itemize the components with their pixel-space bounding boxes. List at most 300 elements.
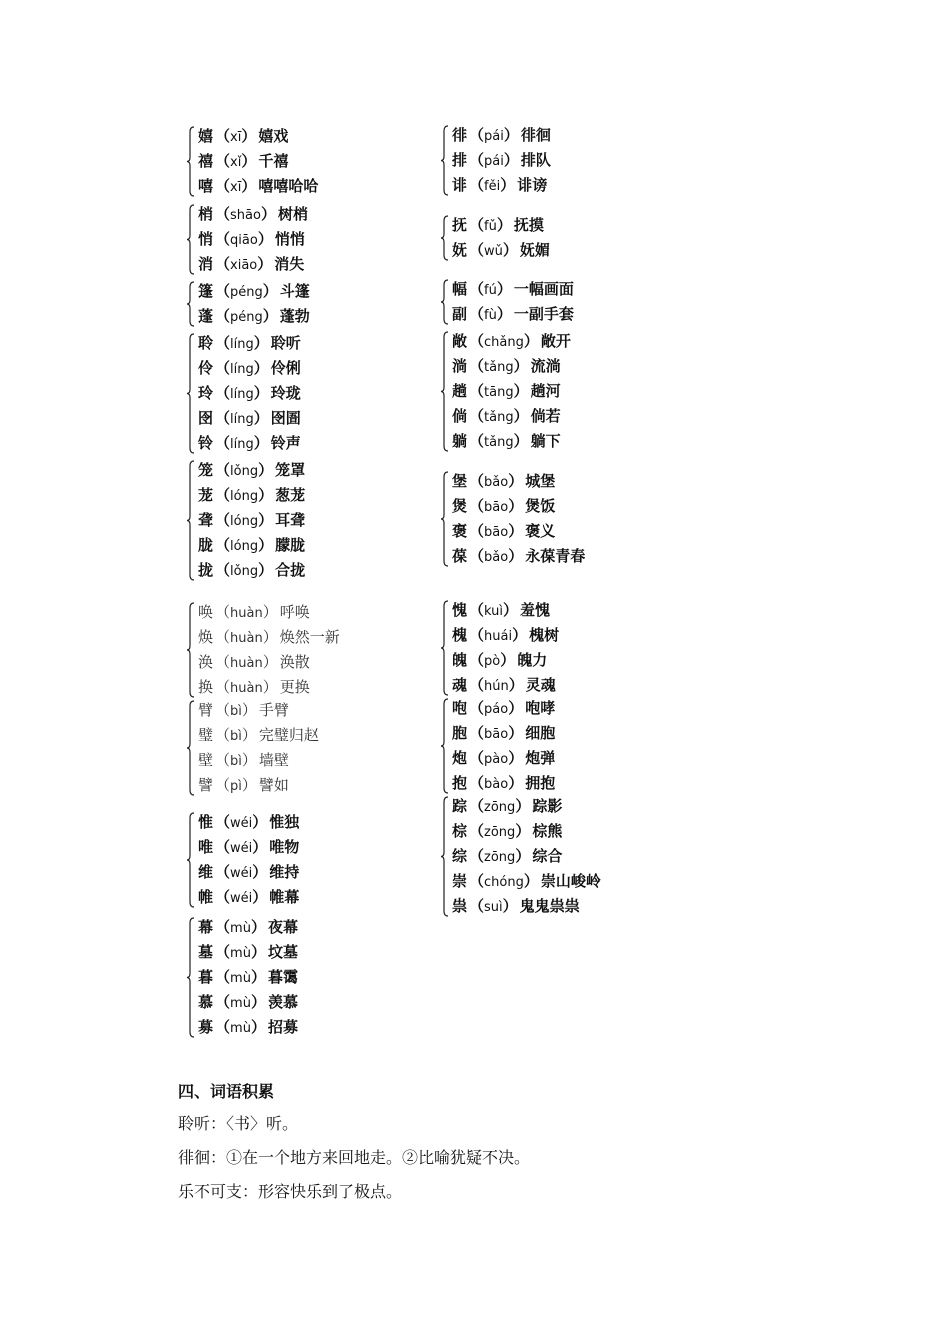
brace-icon — [440, 125, 449, 196]
brace-icon — [186, 126, 195, 197]
entry-word: 囹圄 — [270, 409, 301, 427]
entry-pinyin-wrap: （huái） — [469, 626, 528, 644]
entry-word: 综合 — [532, 847, 563, 865]
entry-pinyin: hún — [484, 679, 509, 694]
entry-char: 敞 — [452, 332, 468, 350]
entry-word: 抚摸 — [513, 216, 544, 234]
entry-pinyin-wrap: （chóng） — [469, 872, 539, 890]
entry-pinyin-wrap: （líng） — [215, 334, 269, 352]
entry-char: 伶 — [198, 359, 214, 377]
entry-pinyin-wrap: （bāo） — [469, 724, 524, 742]
entry-char: 悄 — [198, 230, 214, 248]
entry-char: 幅 — [452, 280, 468, 298]
entry-char: 趟 — [452, 382, 468, 400]
entry-pinyin-wrap: （wéi） — [215, 838, 268, 856]
entry-word: 朦胧 — [275, 536, 306, 554]
word-entry — [198, 279, 310, 304]
entry-pinyin-wrap: （bǎo） — [469, 547, 524, 565]
entry-word: 玲珑 — [270, 384, 301, 402]
entry-word: 完璧归赵 — [258, 726, 319, 744]
entry-pinyin-wrap: （pò） — [469, 651, 516, 669]
entry-char: 梢 — [198, 205, 214, 223]
entry-pinyin-wrap: （bǎo） — [469, 472, 524, 490]
entry-char: 徘 — [452, 126, 468, 144]
entry-word: 葱茏 — [275, 486, 306, 504]
entry-word: 褒义 — [525, 522, 556, 540]
entry-char: 蓬 — [198, 307, 214, 325]
brace-icon — [440, 600, 449, 696]
entry-pinyin-wrap: （mù） — [215, 918, 266, 936]
word-entry — [198, 304, 310, 329]
entry-pinyin: lǒng — [230, 464, 259, 479]
brace-icon — [440, 471, 449, 567]
entry-pinyin: shāo — [230, 208, 261, 223]
entry-char: 禧 — [198, 152, 214, 170]
entry-word: 呼唤 — [279, 603, 310, 621]
entry-pinyin: bāo — [484, 500, 509, 515]
brace-icon — [186, 917, 195, 1038]
word-entry — [452, 238, 550, 263]
entry-pinyin: xī — [230, 130, 242, 145]
word-entry — [198, 835, 299, 860]
entry-pinyin-wrap: （mù） — [215, 1018, 266, 1036]
entry-word: 踪影 — [532, 797, 563, 815]
word-entry — [452, 623, 559, 648]
entry-pinyin: bāo — [484, 525, 509, 540]
entry-pinyin: chóng — [484, 875, 524, 890]
entry-pinyin-wrap: （huàn） — [215, 653, 278, 671]
entry-char: 唯 — [198, 838, 214, 856]
word-entry — [452, 354, 561, 379]
entry-pinyin-wrap: （bì） — [215, 701, 257, 719]
word-entry — [198, 860, 299, 885]
word-entry — [452, 173, 547, 198]
entry-pinyin-wrap: （pì） — [215, 776, 257, 794]
entry-pinyin: lǒng — [230, 564, 259, 579]
brace-icon — [186, 460, 195, 581]
entry-pinyin-wrap: （pái） — [469, 151, 519, 169]
entry-pinyin: lóng — [230, 514, 259, 529]
entry-pinyin-wrap: （tāng） — [469, 382, 529, 400]
entry-char: 暮 — [198, 968, 214, 986]
entry-pinyin-wrap: （líng） — [215, 359, 269, 377]
entry-pinyin-wrap: （xī） — [215, 127, 257, 145]
entry-pinyin: xiāo — [230, 258, 258, 273]
entry-word: 笼罩 — [275, 461, 306, 479]
entry-word: 千禧 — [258, 152, 289, 170]
brace-icon — [186, 812, 195, 908]
entry-pinyin: suì — [484, 900, 503, 915]
word-entry — [452, 429, 561, 454]
entry-word: 排队 — [520, 151, 551, 169]
entry-char: 墓 — [198, 943, 214, 961]
word-entry — [198, 940, 298, 965]
entry-pinyin: wéi — [230, 891, 253, 906]
entry-pinyin: huàn — [230, 606, 263, 621]
word-entry — [198, 915, 298, 940]
word-entry — [452, 544, 585, 569]
entry-pinyin: zōng — [484, 825, 516, 840]
entry-pinyin: fěi — [484, 179, 501, 194]
entry-pinyin-wrap: （fǔ） — [469, 216, 512, 234]
entry-pinyin-wrap: （xǐ） — [215, 152, 257, 170]
word-entry — [452, 148, 551, 173]
entry-pinyin-wrap: （lóng） — [215, 511, 274, 529]
entry-word: 合拢 — [275, 561, 306, 579]
entry-word: 拥抱 — [525, 774, 556, 792]
entry-pinyin: líng — [230, 362, 254, 377]
entry-pinyin-wrap: （fù） — [469, 305, 512, 323]
entry-pinyin: líng — [230, 337, 254, 352]
word-entry — [198, 990, 298, 1015]
word-entry — [452, 721, 555, 746]
word-entry — [452, 329, 571, 354]
entry-pinyin: bǎo — [484, 475, 509, 490]
entry-pinyin-wrap: （bāo） — [469, 497, 524, 515]
entry-char: 焕 — [198, 628, 214, 646]
entry-char: 倘 — [452, 407, 468, 425]
entry-pinyin: líng — [230, 437, 254, 452]
word-entry — [452, 213, 544, 238]
entry-char: 唤 — [198, 603, 214, 621]
entry-pinyin: pào — [484, 752, 509, 767]
word-entry — [452, 277, 574, 302]
entry-pinyin-wrap: （huàn） — [215, 603, 278, 621]
entry-char: 咆 — [452, 699, 468, 717]
entry-pinyin-wrap: （bāo） — [469, 522, 524, 540]
entry-word: 妩媚 — [519, 241, 550, 259]
entry-word: 永葆青春 — [525, 547, 586, 565]
entry-pinyin-wrap: （lóng） — [215, 486, 274, 504]
entry-word: 魄力 — [517, 651, 548, 669]
entry-word: 敞开 — [540, 332, 571, 350]
word-entry — [452, 894, 580, 919]
entry-word: 煲饭 — [525, 497, 556, 515]
word-entry — [452, 869, 601, 894]
brace-icon — [186, 602, 195, 698]
entry-char: 帷 — [198, 888, 214, 906]
entry-word: 咆哮 — [525, 699, 556, 717]
entry-pinyin: líng — [230, 412, 254, 427]
word-entry — [198, 625, 340, 650]
entry-char: 综 — [452, 847, 468, 865]
entry-char: 笼 — [198, 461, 214, 479]
entry-char: 副 — [452, 305, 468, 323]
entry-pinyin: zōng — [484, 800, 516, 815]
entry-word: 灵魂 — [525, 676, 556, 694]
word-entry — [198, 124, 288, 149]
word-entry — [452, 844, 562, 869]
entry-char: 抚 — [452, 216, 468, 234]
entry-pinyin: bǎo — [484, 550, 509, 565]
entry-pinyin: fú — [484, 283, 497, 298]
entry-pinyin: páo — [484, 702, 509, 717]
entry-pinyin-wrap: （tǎng） — [469, 357, 529, 375]
entry-pinyin-wrap: （bì） — [215, 751, 257, 769]
definition-1: 聆听：〈书〉听。 — [178, 1114, 299, 1133]
entry-word: 斗篷 — [279, 282, 310, 300]
word-entry — [452, 746, 555, 771]
entry-pinyin: pò — [484, 654, 501, 669]
word-entry — [198, 202, 308, 227]
word-entry — [198, 600, 310, 625]
entry-pinyin-wrap: （mù） — [215, 968, 266, 986]
entry-pinyin: pái — [484, 154, 504, 169]
entry-pinyin: bì — [230, 754, 242, 769]
entry-pinyin-wrap: （wéi） — [215, 888, 268, 906]
word-entry — [452, 302, 574, 327]
word-entry — [452, 819, 562, 844]
entry-word: 蓬勃 — [279, 307, 310, 325]
entry-word: 崇山峻岭 — [540, 872, 601, 890]
entry-char: 玲 — [198, 384, 214, 402]
entry-pinyin-wrap: （xī） — [215, 177, 257, 195]
entry-pinyin-wrap: （huàn） — [215, 628, 278, 646]
entry-char: 堡 — [452, 472, 468, 490]
entry-pinyin: wéi — [230, 866, 253, 881]
entry-word: 焕然一新 — [279, 628, 340, 646]
entry-pinyin-wrap: （wéi） — [215, 863, 268, 881]
entry-pinyin-wrap: （wǔ） — [469, 241, 518, 259]
entry-char: 聆 — [198, 334, 214, 352]
entry-pinyin: fǔ — [484, 219, 497, 234]
entry-word: 徘徊 — [520, 126, 551, 144]
entry-char: 煲 — [452, 497, 468, 515]
brace-icon — [186, 333, 195, 454]
entry-char: 踪 — [452, 797, 468, 815]
entry-char: 涣 — [198, 653, 214, 671]
entry-char: 崇 — [452, 872, 468, 890]
word-entry — [198, 773, 289, 798]
brace-icon — [440, 698, 449, 794]
entry-char: 幕 — [198, 918, 214, 936]
word-entry — [198, 558, 305, 583]
entry-pinyin: mù — [230, 996, 251, 1011]
entry-char: 妩 — [452, 241, 468, 259]
entry-word: 耳聋 — [275, 511, 306, 529]
entry-pinyin-wrap: （pào） — [469, 749, 524, 767]
word-entry — [198, 227, 305, 252]
entry-char: 葆 — [452, 547, 468, 565]
entry-word: 细胞 — [525, 724, 556, 742]
entry-pinyin: tǎng — [484, 360, 514, 375]
entry-pinyin-wrap: （líng） — [215, 434, 269, 452]
word-entry — [452, 648, 547, 673]
entry-pinyin: tǎng — [484, 410, 514, 425]
entry-pinyin-wrap: （péng） — [215, 307, 278, 325]
entry-pinyin-wrap: （lóng） — [215, 536, 274, 554]
entry-pinyin: wǔ — [484, 244, 503, 259]
entry-pinyin: kuì — [484, 604, 504, 619]
entry-word: 嬉戏 — [258, 127, 289, 145]
brace-icon — [186, 281, 195, 327]
entry-char: 慕 — [198, 993, 214, 1011]
entry-pinyin: qiāo — [230, 233, 258, 248]
entry-char: 璧 — [198, 726, 214, 744]
entry-pinyin: lóng — [230, 489, 259, 504]
entry-word: 羡慕 — [267, 993, 298, 1011]
entry-char: 躺 — [452, 432, 468, 450]
word-entry — [452, 598, 550, 623]
entry-word: 槐树 — [529, 626, 560, 644]
entry-pinyin-wrap: （chǎng） — [469, 332, 539, 350]
word-entry — [198, 483, 305, 508]
entry-pinyin: huái — [484, 629, 513, 644]
entry-pinyin-wrap: （zōng） — [469, 822, 531, 840]
entry-pinyin: chǎng — [484, 335, 524, 350]
definition-2: 徘徊：①在一个地方来回地走。②比喻犹疑不决。 — [178, 1148, 531, 1167]
entry-pinyin-wrap: （líng） — [215, 409, 269, 427]
word-entry — [198, 356, 301, 381]
entry-char: 棕 — [452, 822, 468, 840]
word-entry — [198, 331, 301, 356]
entry-char: 换 — [198, 678, 214, 696]
entry-char: 惟 — [198, 813, 214, 831]
entry-word: 一幅画面 — [513, 280, 574, 298]
entry-char: 茏 — [198, 486, 214, 504]
entry-word: 诽谤 — [517, 176, 548, 194]
entry-char: 胞 — [452, 724, 468, 742]
word-entry — [452, 771, 555, 796]
entry-pinyin: lóng — [230, 539, 259, 554]
entry-pinyin-wrap: （tǎng） — [469, 407, 529, 425]
entry-pinyin: pì — [230, 779, 242, 794]
section-title: 四、词语积累 — [178, 1082, 275, 1101]
entry-word: 夜幕 — [267, 918, 298, 936]
word-entry — [198, 174, 318, 199]
entry-pinyin: wéi — [230, 816, 253, 831]
entry-char: 募 — [198, 1018, 214, 1036]
word-entry — [198, 885, 299, 910]
entry-pinyin-wrap: （páo） — [469, 699, 524, 717]
entry-pinyin: mù — [230, 971, 251, 986]
entry-char: 炮 — [452, 749, 468, 767]
entry-word: 流淌 — [530, 357, 561, 375]
entry-char: 铃 — [198, 434, 214, 452]
entry-word: 暮霭 — [267, 968, 298, 986]
entry-pinyin: huàn — [230, 656, 263, 671]
brace-icon — [186, 700, 195, 796]
word-entry — [198, 650, 310, 675]
word-entry — [198, 406, 301, 431]
entry-char: 维 — [198, 863, 214, 881]
word-entry — [198, 675, 310, 700]
entry-pinyin-wrap: （kuì） — [469, 601, 519, 619]
entry-pinyin: bào — [484, 777, 509, 792]
word-entry — [198, 965, 298, 990]
entry-word: 墙壁 — [258, 751, 289, 769]
word-entry — [198, 723, 319, 748]
entry-pinyin: líng — [230, 387, 254, 402]
entry-pinyin-wrap: （mù） — [215, 943, 266, 961]
entry-pinyin: bì — [230, 729, 242, 744]
entry-pinyin: wéi — [230, 841, 253, 856]
entry-char: 排 — [452, 151, 468, 169]
entry-word: 聆听 — [270, 334, 301, 352]
entry-word: 招募 — [267, 1018, 298, 1036]
definition-3: 乐不可支：形容快乐到了极点。 — [178, 1182, 403, 1201]
word-entry — [452, 379, 561, 404]
word-entry — [452, 404, 561, 429]
entry-word: 悄悄 — [274, 230, 305, 248]
entry-word: 惟独 — [269, 813, 300, 831]
word-entry — [198, 149, 288, 174]
entry-word: 棕熊 — [532, 822, 563, 840]
entry-pinyin: péng — [230, 310, 263, 325]
entry-pinyin: pái — [484, 129, 504, 144]
entry-pinyin-wrap: （qiāo） — [215, 230, 273, 248]
word-entry — [452, 673, 556, 698]
entry-pinyin: bì — [230, 704, 242, 719]
word-entry — [198, 810, 299, 835]
entry-word: 炮弹 — [525, 749, 556, 767]
entry-pinyin-wrap: （pái） — [469, 126, 519, 144]
entry-char: 拢 — [198, 561, 214, 579]
word-entry — [452, 519, 555, 544]
word-entry — [198, 381, 301, 406]
entry-pinyin: xī — [230, 180, 242, 195]
entry-pinyin: mù — [230, 946, 251, 961]
brace-icon — [440, 215, 449, 261]
entry-word: 更换 — [279, 678, 310, 696]
entry-char: 愧 — [452, 601, 468, 619]
entry-pinyin: bāo — [484, 727, 509, 742]
entry-pinyin: huàn — [230, 681, 263, 696]
entry-pinyin-wrap: （bào） — [469, 774, 524, 792]
word-entry — [452, 123, 551, 148]
entry-word: 趟河 — [530, 382, 561, 400]
entry-pinyin-wrap: （zōng） — [469, 847, 531, 865]
word-entry — [198, 458, 305, 483]
entry-pinyin-wrap: （bì） — [215, 726, 257, 744]
entry-char: 褒 — [452, 522, 468, 540]
entry-char: 嬉 — [198, 127, 214, 145]
entry-word: 城堡 — [525, 472, 556, 490]
entry-char: 魂 — [452, 676, 468, 694]
entry-word: 倘若 — [530, 407, 561, 425]
entry-word: 树梢 — [277, 205, 308, 223]
entry-pinyin-wrap: （líng） — [215, 384, 269, 402]
entry-char: 诽 — [452, 176, 468, 194]
word-entry — [198, 748, 289, 773]
entry-pinyin: mù — [230, 921, 251, 936]
word-entry — [198, 252, 304, 277]
entry-pinyin-wrap: （shāo） — [215, 205, 276, 223]
entry-char: 槐 — [452, 626, 468, 644]
entry-word: 伶俐 — [270, 359, 301, 377]
entry-pinyin-wrap: （suì） — [469, 897, 518, 915]
brace-icon — [440, 279, 449, 325]
entry-pinyin-wrap: （huàn） — [215, 678, 278, 696]
entry-pinyin: xǐ — [230, 155, 242, 170]
entry-char: 壁 — [198, 751, 214, 769]
entry-char: 胧 — [198, 536, 214, 554]
entry-pinyin: fù — [484, 308, 497, 323]
entry-word: 涣散 — [279, 653, 310, 671]
entry-pinyin-wrap: （fú） — [469, 280, 512, 298]
entry-word: 嘻嘻哈哈 — [258, 177, 319, 195]
entry-word: 羞愧 — [520, 601, 551, 619]
entry-char: 臂 — [198, 701, 214, 719]
entry-pinyin: péng — [230, 285, 263, 300]
entry-word: 一副手套 — [513, 305, 574, 323]
brace-icon — [440, 796, 449, 917]
word-entry — [198, 698, 289, 723]
entry-char: 聋 — [198, 511, 214, 529]
entry-pinyin-wrap: （wéi） — [215, 813, 268, 831]
entry-pinyin-wrap: （lǒng） — [215, 461, 274, 479]
entry-char: 嘻 — [198, 177, 214, 195]
